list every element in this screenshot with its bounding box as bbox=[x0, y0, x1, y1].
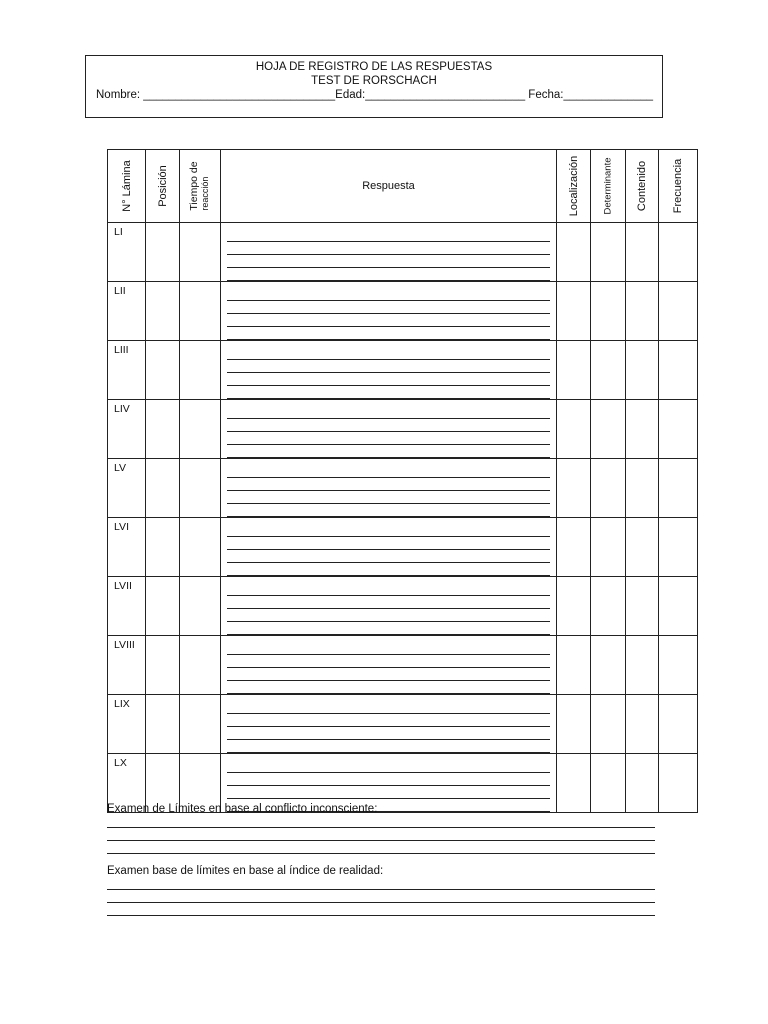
localizacion-cell[interactable] bbox=[557, 223, 591, 282]
lamina-label: LIII bbox=[108, 341, 146, 400]
respuesta-line[interactable] bbox=[227, 373, 550, 386]
determinante-cell[interactable] bbox=[591, 341, 626, 400]
respuesta-line[interactable] bbox=[227, 478, 550, 491]
header-posicion: Posición bbox=[146, 150, 180, 223]
determinante-cell[interactable] bbox=[591, 518, 626, 577]
header-determinante: Determinante bbox=[591, 150, 626, 223]
localizacion-cell[interactable] bbox=[557, 341, 591, 400]
tiempo-cell[interactable] bbox=[180, 518, 221, 577]
respuesta-line[interactable] bbox=[227, 740, 550, 753]
table-row bbox=[108, 577, 698, 636]
respuesta-cell[interactable] bbox=[221, 518, 557, 577]
determinante-cell[interactable] bbox=[591, 577, 626, 636]
posicion-cell[interactable] bbox=[146, 282, 180, 341]
respuesta-line[interactable] bbox=[227, 406, 550, 419]
lamina-label: LVII bbox=[108, 577, 146, 636]
determinante-cell[interactable] bbox=[591, 459, 626, 518]
contenido-cell[interactable] bbox=[626, 282, 659, 341]
lamina-label: LX bbox=[108, 754, 146, 813]
table-row bbox=[108, 636, 698, 695]
respuesta-line[interactable] bbox=[227, 242, 550, 255]
table-row bbox=[108, 695, 698, 754]
determinante-cell[interactable] bbox=[591, 636, 626, 695]
respuesta-cell[interactable] bbox=[221, 636, 557, 695]
respuesta-line[interactable] bbox=[227, 668, 550, 681]
frecuencia-cell[interactable] bbox=[659, 754, 698, 813]
respuesta-line[interactable] bbox=[227, 760, 550, 773]
respuesta-line[interactable] bbox=[227, 268, 550, 281]
frecuencia-cell[interactable] bbox=[659, 577, 698, 636]
localizacion-cell[interactable] bbox=[557, 695, 591, 754]
responses-table bbox=[107, 149, 698, 813]
respuesta-line[interactable] bbox=[227, 524, 550, 537]
fields-line: Nombre: ______________________________Edad:_________________________ Fecha:______________ bbox=[96, 89, 654, 101]
contenido-cell[interactable] bbox=[626, 341, 659, 400]
contenido-cell[interactable] bbox=[626, 223, 659, 282]
header-frecuencia: Frecuencia bbox=[659, 150, 698, 223]
posicion-cell[interactable] bbox=[146, 636, 180, 695]
respuesta-line[interactable] bbox=[227, 360, 550, 373]
posicion-cell[interactable] bbox=[146, 341, 180, 400]
respuesta-line[interactable] bbox=[227, 563, 550, 576]
document-title: HOJA DE REGISTRO DE LAS RESPUESTAS bbox=[255, 61, 493, 73]
contenido-cell[interactable] bbox=[626, 400, 659, 459]
tiempo-cell[interactable] bbox=[180, 282, 221, 341]
table-row bbox=[108, 341, 698, 400]
respuesta-line[interactable] bbox=[227, 491, 550, 504]
respuesta-cell[interactable] bbox=[221, 282, 557, 341]
respuesta-line[interactable] bbox=[227, 681, 550, 694]
table-row bbox=[108, 282, 698, 341]
respuesta-line[interactable] bbox=[227, 701, 550, 714]
table-row bbox=[108, 459, 698, 518]
respuesta-line[interactable] bbox=[227, 622, 550, 635]
answer-line[interactable] bbox=[107, 841, 655, 854]
lamina-label: LI bbox=[108, 223, 146, 282]
respuesta-line[interactable] bbox=[227, 347, 550, 360]
respuesta-line[interactable] bbox=[227, 609, 550, 622]
respuesta-cell[interactable] bbox=[221, 459, 557, 518]
lamina-label: LV bbox=[108, 459, 146, 518]
determinante-cell[interactable] bbox=[591, 282, 626, 341]
respuesta-line[interactable] bbox=[227, 419, 550, 432]
tiempo-cell[interactable] bbox=[180, 400, 221, 459]
localizacion-cell[interactable] bbox=[557, 577, 591, 636]
section-realidad-label: Examen base de límites en base al índice de realidad: bbox=[107, 865, 384, 877]
respuesta-cell[interactable] bbox=[221, 400, 557, 459]
header-localizacion: Localización bbox=[557, 150, 591, 223]
respuesta-line[interactable] bbox=[227, 596, 550, 609]
respuesta-line[interactable] bbox=[227, 445, 550, 458]
respuesta-line[interactable] bbox=[227, 727, 550, 740]
contenido-cell[interactable] bbox=[626, 518, 659, 577]
frecuencia-cell[interactable] bbox=[659, 223, 698, 282]
header-lamina: N° Lámina bbox=[108, 150, 146, 223]
contenido-cell[interactable] bbox=[626, 636, 659, 695]
posicion-cell[interactable] bbox=[146, 459, 180, 518]
section-conflicto bbox=[107, 803, 655, 854]
respuesta-line[interactable] bbox=[227, 642, 550, 655]
header-box bbox=[85, 55, 663, 118]
table-row bbox=[108, 400, 698, 459]
section-realidad bbox=[107, 865, 655, 916]
lamina-label: LVIII bbox=[108, 636, 146, 695]
posicion-cell[interactable] bbox=[146, 400, 180, 459]
answer-line[interactable] bbox=[107, 828, 655, 841]
frecuencia-cell[interactable] bbox=[659, 400, 698, 459]
respuesta-line[interactable] bbox=[227, 386, 550, 399]
posicion-cell[interactable] bbox=[146, 223, 180, 282]
respuesta-line[interactable] bbox=[227, 314, 550, 327]
frecuencia-cell[interactable] bbox=[659, 459, 698, 518]
respuesta-line[interactable] bbox=[227, 714, 550, 727]
respuesta-cell[interactable] bbox=[221, 223, 557, 282]
respuesta-line[interactable] bbox=[227, 255, 550, 268]
tiempo-cell[interactable] bbox=[180, 577, 221, 636]
contenido-cell[interactable] bbox=[626, 577, 659, 636]
table-row bbox=[108, 518, 698, 577]
respuesta-line[interactable] bbox=[227, 465, 550, 478]
posicion-cell[interactable] bbox=[146, 518, 180, 577]
header-tiempo: Tiempo de reacción bbox=[180, 150, 221, 223]
lamina-label: LIX bbox=[108, 695, 146, 754]
lamina-label: LII bbox=[108, 282, 146, 341]
respuesta-line[interactable] bbox=[227, 550, 550, 563]
lamina-label: LVI bbox=[108, 518, 146, 577]
respuesta-line[interactable] bbox=[227, 288, 550, 301]
localizacion-cell[interactable] bbox=[557, 636, 591, 695]
table-row bbox=[108, 223, 698, 282]
respuesta-line[interactable] bbox=[227, 786, 550, 799]
tiempo-cell[interactable] bbox=[180, 341, 221, 400]
determinante-cell[interactable] bbox=[591, 695, 626, 754]
document-subtitle: TEST DE RORSCHACH bbox=[311, 75, 437, 87]
frecuencia-cell[interactable] bbox=[659, 282, 698, 341]
answer-line[interactable] bbox=[107, 890, 655, 903]
answer-line[interactable] bbox=[107, 815, 655, 828]
frecuencia-cell[interactable] bbox=[659, 518, 698, 577]
tiempo-cell[interactable] bbox=[180, 223, 221, 282]
respuesta-line[interactable] bbox=[227, 432, 550, 445]
header-contenido: Contenido bbox=[626, 150, 659, 223]
posicion-cell[interactable] bbox=[146, 577, 180, 636]
respuesta-line[interactable] bbox=[227, 655, 550, 668]
section-conflicto-label: Examen de Límites en base al conflicto inconsciente: bbox=[107, 803, 378, 815]
tiempo-cell[interactable] bbox=[180, 459, 221, 518]
contenido-cell[interactable] bbox=[626, 695, 659, 754]
lamina-label: LIV bbox=[108, 400, 146, 459]
localizacion-cell[interactable] bbox=[557, 400, 591, 459]
answer-line[interactable] bbox=[107, 903, 655, 916]
respuesta-cell[interactable] bbox=[221, 577, 557, 636]
frecuencia-cell[interactable] bbox=[659, 341, 698, 400]
header-respuesta: Respuesta bbox=[221, 150, 557, 223]
localizacion-cell[interactable] bbox=[557, 282, 591, 341]
contenido-cell[interactable] bbox=[626, 459, 659, 518]
respuesta-line[interactable] bbox=[227, 301, 550, 314]
answer-line[interactable] bbox=[107, 877, 655, 890]
table-header-row bbox=[108, 150, 698, 223]
tiempo-cell[interactable] bbox=[180, 695, 221, 754]
frecuencia-cell[interactable] bbox=[659, 636, 698, 695]
determinante-cell[interactable] bbox=[591, 223, 626, 282]
respuesta-cell[interactable] bbox=[221, 695, 557, 754]
respuesta-line[interactable] bbox=[227, 773, 550, 786]
respuesta-line[interactable] bbox=[227, 229, 550, 242]
respuesta-line[interactable] bbox=[227, 537, 550, 550]
posicion-cell[interactable] bbox=[146, 695, 180, 754]
determinante-cell[interactable] bbox=[591, 400, 626, 459]
respuesta-line[interactable] bbox=[227, 583, 550, 596]
personal-data-fields bbox=[86, 88, 662, 102]
localizacion-cell[interactable] bbox=[557, 518, 591, 577]
respuesta-line[interactable] bbox=[227, 327, 550, 340]
localizacion-cell[interactable] bbox=[557, 459, 591, 518]
respuesta-line[interactable] bbox=[227, 504, 550, 517]
respuesta-cell[interactable] bbox=[221, 341, 557, 400]
frecuencia-cell[interactable] bbox=[659, 695, 698, 754]
tiempo-cell[interactable] bbox=[180, 636, 221, 695]
